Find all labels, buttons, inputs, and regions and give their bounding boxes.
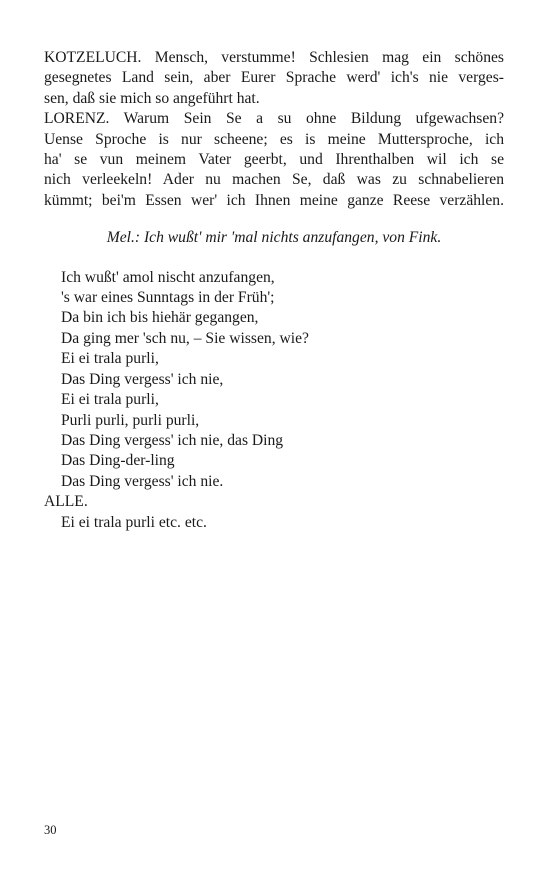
verse-line: Da bin ich bis hiehär gegangen, bbox=[61, 309, 259, 327]
text-line: nich verleekeln! Ader nu machen Se, daß was zu schnabelieren bbox=[44, 171, 504, 189]
verse-line: Ich wußt' amol nischt anzufangen, bbox=[61, 268, 275, 286]
song-verse bbox=[44, 268, 504, 492]
melody-note: Mel.: Ich wußt' mir 'mal nichts anzufangen, von Fink. bbox=[106, 229, 442, 247]
verse-line: Das Ding vergess' ich nie, das Ding bbox=[61, 431, 284, 449]
verse-line: Das Ding-der-ling bbox=[61, 452, 175, 470]
chorus-line: Ei ei trala purli etc. etc. bbox=[61, 513, 207, 531]
paragraph-lorenz bbox=[44, 109, 504, 211]
verse-line: Da ging mer 'sch nu, – Sie wissen, wie? bbox=[61, 329, 309, 347]
text-line: gesegnetes Land sein, aber Eurer Sprache werd' ich's nie verges- bbox=[44, 69, 504, 87]
verse-line: Purli purli, purli purli, bbox=[61, 411, 200, 429]
paragraph-kotzeluch bbox=[44, 48, 504, 109]
verse-line: Das Ding vergess' ich nie, bbox=[61, 370, 224, 388]
verse-line: 's war eines Sunntags in der Früh'; bbox=[61, 289, 275, 307]
verse-line: Ei ei trala purli, bbox=[61, 350, 159, 368]
text-line: LORENZ. Warum Sein Se a su ohne Bildung ufgewachsen? bbox=[44, 110, 504, 128]
verse-line: Das Ding vergess' ich nie. bbox=[61, 472, 224, 490]
text-line: sen, daß sie mich so angeführt hat. bbox=[44, 89, 260, 107]
page-body bbox=[44, 48, 504, 533]
text-line: KOTZELUCH. Mensch, verstumme! Schlesien mag ein schönes bbox=[44, 49, 504, 66]
page-number: 30 bbox=[44, 823, 57, 837]
text-line: kümmt; bei'm Essen wer' ich Ihnen meine ganze Reese verzählen. bbox=[44, 191, 504, 209]
speaker-alle: ALLE. bbox=[44, 493, 88, 511]
text-line: Uense Sproche is nur scheene; es is meine Muttersproche, ich bbox=[44, 130, 504, 148]
text-line: ha' se vun meinem Vater geerbt, und Ihrenthalben wil ich se bbox=[44, 151, 504, 169]
verse-line: Ei ei trala purli, bbox=[61, 391, 159, 409]
